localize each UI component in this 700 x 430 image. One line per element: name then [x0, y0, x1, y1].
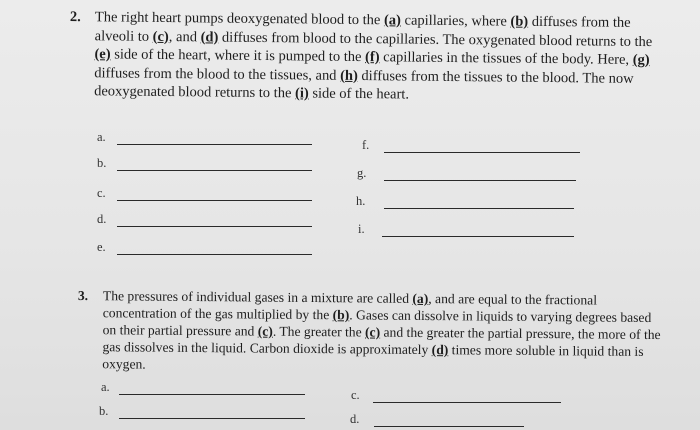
- question-text: [102, 287, 668, 377]
- blank-reference: (a): [383, 12, 402, 29]
- blank-reference: (i): [294, 85, 309, 102]
- answer-line[interactable]: [384, 180, 576, 181]
- blank-label: d.: [350, 412, 360, 426]
- blank-reference: (a): [412, 290, 429, 307]
- blank-reference: (b): [332, 307, 350, 323]
- question-text-run: diffuses from blood to the capillaries. The oxygenated blood returns to the: [218, 29, 653, 50]
- question-text-run: times more soluble in liquid than is oxygen.: [102, 342, 644, 372]
- blank-label: a.: [97, 130, 106, 144]
- question-2: [69, 8, 670, 107]
- blank-reference: (e): [94, 46, 111, 63]
- blank-reference: (f): [365, 49, 380, 66]
- blank-reference: (g): [632, 51, 650, 69]
- blank-reference: (h): [340, 67, 358, 84]
- blank-reference: (b): [510, 13, 529, 30]
- answer-line[interactable]: [119, 394, 305, 395]
- blank-label: b.: [99, 404, 109, 418]
- answer-line[interactable]: [384, 208, 574, 209]
- blank-label: f.: [362, 138, 370, 152]
- blank-label: c.: [97, 186, 106, 200]
- blank-label: b.: [97, 156, 107, 170]
- blank-reference: (d): [431, 342, 449, 358]
- question-text: [94, 8, 670, 107]
- question-text-run: and the greater the partial pressure, the more of the gas dissolves in the liquid. Carbon dioxide is approximately: [102, 324, 661, 358]
- answer-line[interactable]: [117, 170, 312, 171]
- question-text-run: . Gases can dissolve in liquids to varying degrees based on their partial pressure and: [102, 307, 652, 339]
- blank-label: e.: [97, 240, 106, 254]
- answer-line[interactable]: [373, 402, 561, 403]
- answer-line[interactable]: [384, 152, 580, 153]
- blank-label: g.: [357, 166, 367, 180]
- answer-line[interactable]: [374, 426, 524, 427]
- question-number: 2.: [69, 8, 81, 26]
- question-text-run: The right heart pumps deoxygenated blood to the: [94, 9, 385, 29]
- blank-label: h.: [356, 194, 366, 208]
- question-3: [77, 287, 668, 377]
- question-text-run: side of the heart, where it is pumped to the: [110, 46, 366, 66]
- question-text-run: . The greater the: [272, 323, 366, 340]
- question-text-run: capillaries in the tissues of the body. Here,: [379, 49, 633, 68]
- answer-line[interactable]: [117, 200, 312, 201]
- blank-label: a.: [101, 380, 110, 394]
- answer-line[interactable]: [117, 144, 312, 145]
- blank-reference: (d): [200, 28, 219, 46]
- question-text-run: , and: [168, 28, 201, 45]
- question-text-run: diffuses from the alveoli to: [94, 13, 631, 45]
- blank-reference: (c): [257, 323, 273, 339]
- answer-line[interactable]: [382, 236, 574, 237]
- question-text-run: diffuses from the blood to the tissues, and: [94, 64, 341, 84]
- question-text-run: side of the heart.: [308, 85, 410, 103]
- blank-label: c.: [351, 388, 360, 402]
- answer-line[interactable]: [117, 226, 312, 227]
- question-text-run: , and are equal to the fractional concentration of the gas multiplied by the: [102, 291, 598, 323]
- answer-line[interactable]: [117, 254, 312, 255]
- blank-reference: (c): [152, 28, 169, 45]
- answer-line[interactable]: [119, 418, 305, 419]
- blank-reference: (c): [365, 324, 381, 340]
- question-text-run: diffuses from the tissues to the blood. The now deoxygenated blood returns to the: [94, 67, 634, 102]
- question-number: 3.: [77, 287, 89, 304]
- blank-label: i.: [358, 222, 365, 236]
- blank-label: d.: [97, 212, 107, 226]
- question-text-run: The pressures of individual gases in a mixture are called: [102, 288, 413, 306]
- question-text-run: capillaries, where: [400, 12, 511, 30]
